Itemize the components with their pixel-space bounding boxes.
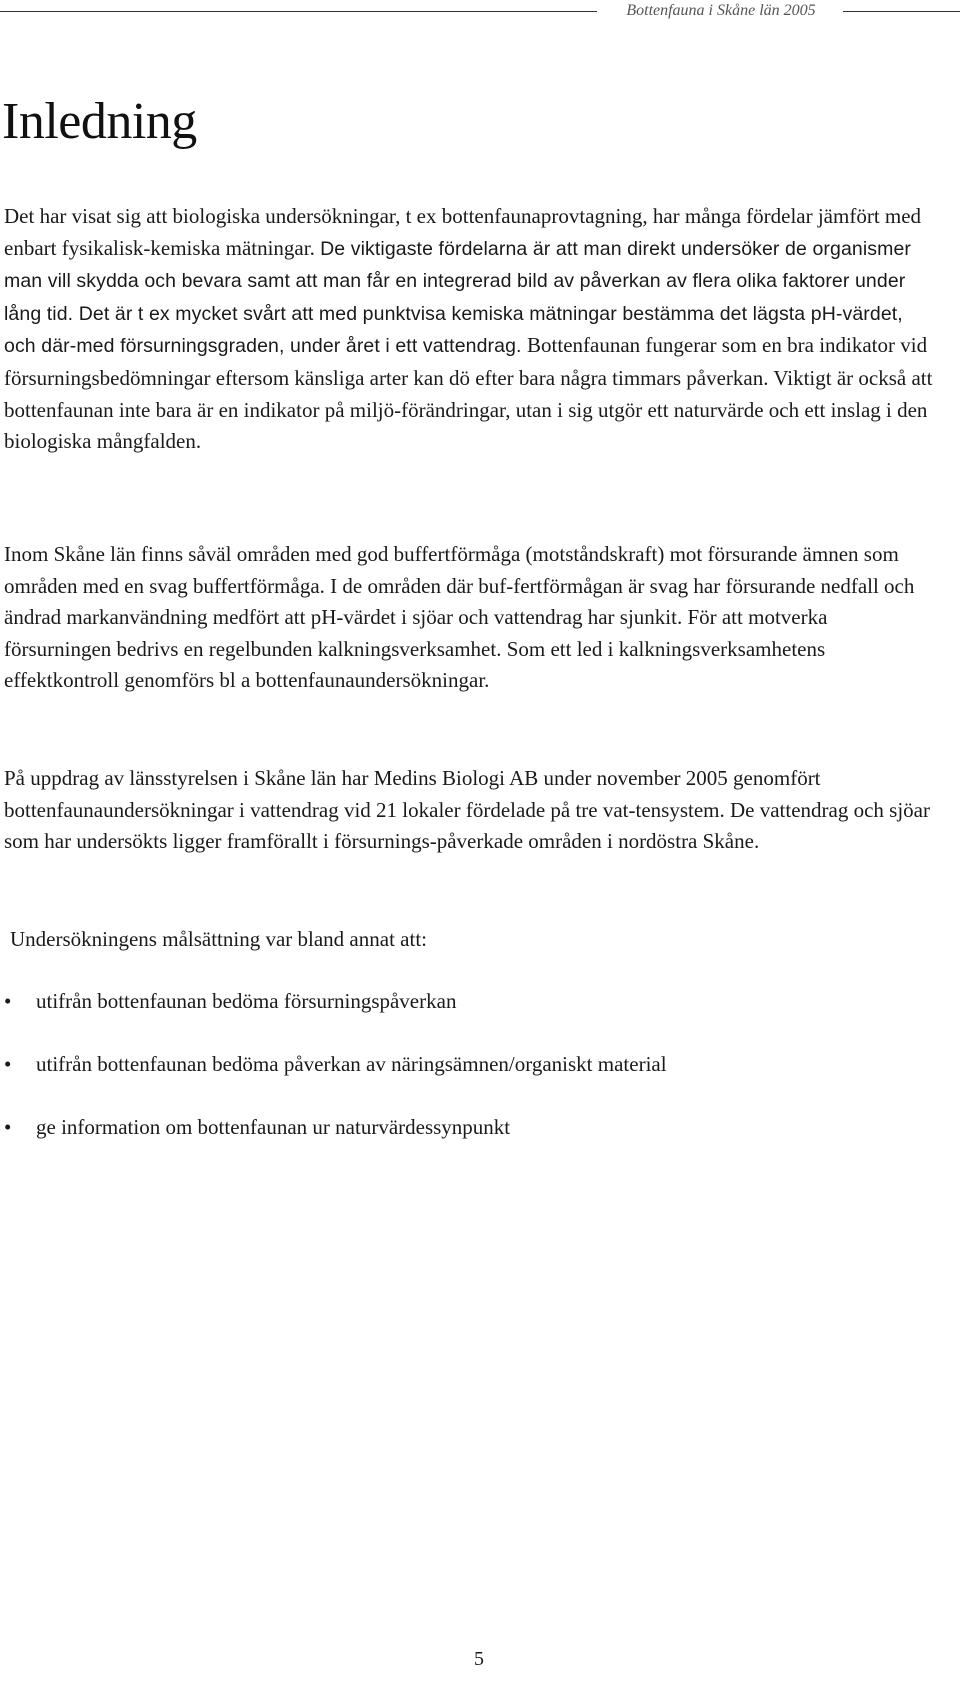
objectives-list — [0, 986, 930, 1175]
bullet-icon: • — [4, 989, 12, 1013]
paragraph-2-text: Inom Skåne län finns såväl områden med god buffertförmåga (motståndskraft) mot försurande ämnen som områden med en svag buffertförmåga. I de områden där buf-fertförmågan är svag har försurande nedfall och ändrad markanvändning medfört att pH-värdet i sjöar och vattendrag har sjunkit. För att motverka försurningen bedrivs en regelbunden kalkningsverksamhet. Som ett led i kalkningsverksamhetens effektkontroll genomförs bl a bottenfaunaundersökningar. — [4, 542, 915, 693]
paragraph-1 — [4, 201, 939, 458]
list-item — [0, 1112, 930, 1175]
list-item-text: utifrån bottenfaunan bedöma påverkan av näringsämnen/organiskt material — [36, 1052, 667, 1076]
paragraph-3 — [4, 763, 939, 858]
paragraph-2 — [4, 539, 939, 697]
list-item — [0, 986, 930, 1049]
header-rule-left — [0, 11, 597, 12]
running-title: Bottenfauna i Skåne län 2005 — [626, 2, 816, 19]
page-header — [0, 0, 960, 24]
paragraph-4 — [10, 924, 945, 956]
list-item — [0, 1049, 930, 1112]
paragraph-1-sentence-2: De viktigaste fördelarna är att man direkt undersöker de organismer man vill skydda och bevara samt att man får en integrerad bild av påverkan av flera olika faktorer under lång tid. Det är t ex mycket svårt att med punktvisa kemiska mätningar bestämma det lägsta pH-värdet, och där-med försurningsgraden, under året i ett vattendrag. — [4, 237, 911, 358]
page-title: Inledning — [2, 93, 197, 150]
bullet-icon: • — [4, 1115, 12, 1139]
paragraph-1-sentence-3: Bottenfaunan fungerar som en bra indikator vid försurningsbedömningar eftersom känsliga arter kan dö efter bara några timmars påverkan. Viktigt är också att bottenfaunan inte bara är en indikator på miljö-förändringar, utan i sig utgör ett naturvärde och ett inslag i den biologiska mångfalden. — [4, 333, 933, 454]
list-item-text: ge information om bottenfaunan ur naturvärdessynpunkt — [36, 1115, 511, 1139]
page-number-text: 5 — [474, 1648, 484, 1670]
paragraph-3-text: På uppdrag av länsstyrelsen i Skåne län har Medins Biologi AB under november 2005 genomfört bottenfaunaundersökningar i vattendrag vid 21 lokaler fördelade på tre vat-tensystem. De vattendrag och sjöar som har undersökts ligger framförallt i försurnings-påverkade områden i nordöstra Skåne. — [4, 766, 930, 854]
paragraph-1-sentence-1: Det har visat sig att biologiska undersökningar, t ex bottenfaunaprovtagning, har många fördelar jämfört med enbart fysikalisk-kemiska mätningar. — [4, 204, 922, 260]
header-rule-right — [843, 11, 960, 12]
bullet-icon: • — [4, 1052, 12, 1076]
paragraph-4-text: Undersökningens målsättning var bland annat att: — [10, 927, 427, 951]
list-item-text: utifrån bottenfaunan bedöma försurningspåverkan — [36, 989, 457, 1013]
